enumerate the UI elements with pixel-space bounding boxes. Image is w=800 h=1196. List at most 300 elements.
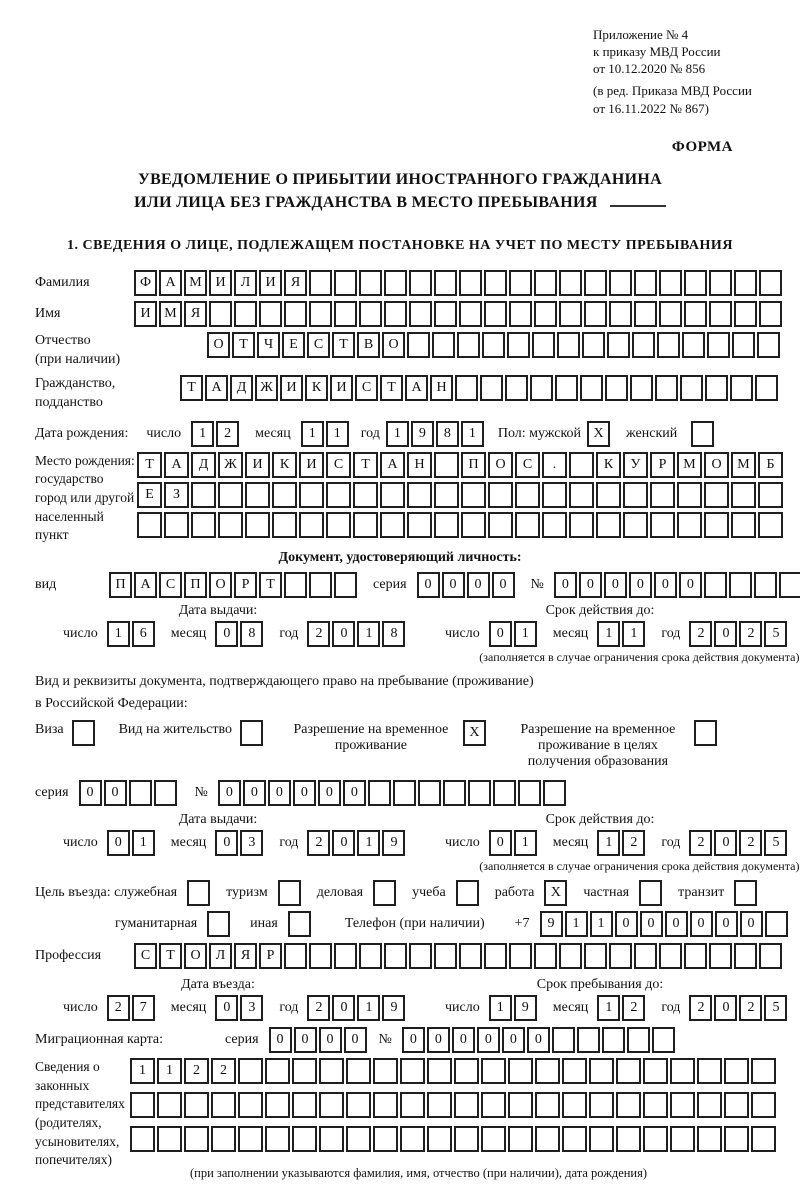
form-cell[interactable] <box>299 512 324 538</box>
form-cell[interactable] <box>459 301 482 327</box>
form-cell[interactable]: Н <box>430 375 453 401</box>
form-cell[interactable] <box>459 943 482 969</box>
form-cell[interactable]: И <box>134 301 157 327</box>
form-cell[interactable] <box>238 1058 263 1084</box>
form-cell[interactable]: 2 <box>739 995 762 1021</box>
form-cell[interactable] <box>616 1058 641 1084</box>
form-cell[interactable] <box>359 270 382 296</box>
form-cell[interactable]: 0 <box>554 572 577 598</box>
form-cell[interactable] <box>480 375 503 401</box>
form-cell[interactable] <box>346 1092 371 1118</box>
form-cell[interactable] <box>765 911 788 937</box>
form-cell[interactable] <box>759 270 782 296</box>
form-cell[interactable] <box>542 482 567 508</box>
form-cell[interactable]: Т <box>137 452 162 478</box>
form-cell[interactable]: 5 <box>764 830 787 856</box>
form-cell[interactable]: 0 <box>332 995 355 1021</box>
form-cell[interactable] <box>684 301 707 327</box>
form-cell[interactable] <box>468 780 491 806</box>
form-cell[interactable]: Л <box>234 270 257 296</box>
form-cell[interactable] <box>309 270 332 296</box>
form-cell[interactable]: 1 <box>132 830 155 856</box>
form-cell[interactable]: Р <box>650 452 675 478</box>
form-cell[interactable] <box>670 1126 695 1152</box>
form-cell[interactable] <box>346 1126 371 1152</box>
form-cell[interactable]: Б <box>758 452 783 478</box>
form-cell[interactable]: Я <box>184 301 207 327</box>
form-cell[interactable] <box>707 332 730 358</box>
form-cell[interactable] <box>659 943 682 969</box>
form-cell[interactable] <box>407 482 432 508</box>
form-cell[interactable]: С <box>307 332 330 358</box>
form-cell[interactable] <box>734 880 757 906</box>
form-cell[interactable] <box>697 1058 722 1084</box>
form-cell[interactable] <box>384 943 407 969</box>
form-cell[interactable]: 0 <box>492 572 515 598</box>
form-cell[interactable] <box>284 943 307 969</box>
form-cell[interactable] <box>684 943 707 969</box>
form-cell[interactable] <box>694 720 717 746</box>
form-cell[interactable] <box>481 1058 506 1084</box>
form-cell[interactable]: 2 <box>307 995 330 1021</box>
form-cell[interactable] <box>630 375 653 401</box>
form-cell[interactable] <box>616 1126 641 1152</box>
form-cell[interactable] <box>456 880 479 906</box>
form-cell[interactable]: З <box>164 482 189 508</box>
form-cell[interactable]: 1 <box>565 911 588 937</box>
form-cell[interactable] <box>373 1092 398 1118</box>
form-cell[interactable] <box>616 1092 641 1118</box>
form-cell[interactable] <box>407 512 432 538</box>
form-cell[interactable] <box>724 1092 749 1118</box>
form-cell[interactable] <box>759 943 782 969</box>
form-cell[interactable] <box>562 1126 587 1152</box>
form-cell[interactable] <box>234 301 257 327</box>
form-cell[interactable] <box>751 1058 776 1084</box>
form-cell[interactable]: С <box>159 572 182 598</box>
form-cell[interactable] <box>455 375 478 401</box>
form-cell[interactable]: Т <box>332 332 355 358</box>
form-cell[interactable]: 1 <box>514 621 537 647</box>
form-cell[interactable]: 1 <box>597 995 620 1021</box>
form-cell[interactable]: 0 <box>690 911 713 937</box>
form-cell[interactable] <box>755 375 778 401</box>
form-cell[interactable]: Е <box>282 332 305 358</box>
form-cell[interactable]: 0 <box>293 780 316 806</box>
form-cell[interactable]: 0 <box>318 780 341 806</box>
form-cell[interactable] <box>319 1058 344 1084</box>
form-cell[interactable] <box>515 512 540 538</box>
form-cell[interactable] <box>532 332 555 358</box>
form-cell[interactable]: 0 <box>344 1027 367 1053</box>
form-cell[interactable] <box>757 332 780 358</box>
form-cell[interactable] <box>779 572 800 598</box>
form-cell[interactable]: 0 <box>107 830 130 856</box>
form-cell[interactable]: 2 <box>739 830 762 856</box>
form-cell[interactable] <box>326 512 351 538</box>
form-cell[interactable] <box>704 572 727 598</box>
form-cell[interactable] <box>319 1092 344 1118</box>
form-cell[interactable] <box>454 1126 479 1152</box>
form-cell[interactable] <box>508 1058 533 1084</box>
form-cell[interactable] <box>157 1126 182 1152</box>
form-cell[interactable]: 0 <box>665 911 688 937</box>
form-cell[interactable] <box>482 332 505 358</box>
form-cell[interactable] <box>682 332 705 358</box>
form-cell[interactable]: А <box>205 375 228 401</box>
form-cell[interactable]: И <box>259 270 282 296</box>
form-cell[interactable] <box>505 375 528 401</box>
form-cell[interactable] <box>609 301 632 327</box>
form-cell[interactable] <box>534 270 557 296</box>
form-cell[interactable]: 1 <box>130 1058 155 1084</box>
form-cell[interactable]: 0 <box>489 621 512 647</box>
form-cell[interactable] <box>409 301 432 327</box>
form-cell[interactable] <box>602 1027 625 1053</box>
form-cell[interactable] <box>373 1126 398 1152</box>
form-cell[interactable]: 0 <box>319 1027 342 1053</box>
form-cell[interactable] <box>724 1058 749 1084</box>
form-cell[interactable] <box>659 270 682 296</box>
form-cell[interactable] <box>187 880 210 906</box>
form-cell[interactable]: 0 <box>215 621 238 647</box>
form-cell[interactable] <box>272 482 297 508</box>
form-cell[interactable]: Ф <box>134 270 157 296</box>
form-cell[interactable]: Л <box>209 943 232 969</box>
form-cell[interactable]: 9 <box>382 830 405 856</box>
form-cell[interactable]: 0 <box>715 911 738 937</box>
form-cell[interactable] <box>534 943 557 969</box>
form-cell[interactable] <box>272 512 297 538</box>
form-cell[interactable] <box>535 1058 560 1084</box>
form-cell[interactable] <box>734 301 757 327</box>
form-cell[interactable]: 0 <box>332 621 355 647</box>
form-cell[interactable]: 8 <box>240 621 263 647</box>
form-cell[interactable]: Т <box>232 332 255 358</box>
form-cell[interactable]: И <box>330 375 353 401</box>
form-cell[interactable] <box>184 1126 209 1152</box>
form-cell[interactable] <box>334 572 357 598</box>
form-cell[interactable]: 1 <box>357 995 380 1021</box>
form-cell[interactable] <box>288 911 311 937</box>
form-cell[interactable]: Ж <box>218 452 243 478</box>
form-cell[interactable] <box>670 1058 695 1084</box>
form-cell[interactable]: 1 <box>157 1058 182 1084</box>
form-cell[interactable] <box>218 512 243 538</box>
form-cell[interactable] <box>454 1092 479 1118</box>
form-cell[interactable]: 1 <box>461 421 484 447</box>
form-cell[interactable]: Д <box>230 375 253 401</box>
form-cell[interactable]: 0 <box>604 572 627 598</box>
form-cell[interactable] <box>535 1092 560 1118</box>
form-cell[interactable] <box>418 780 441 806</box>
form-cell[interactable] <box>373 880 396 906</box>
form-cell[interactable]: 0 <box>527 1027 550 1053</box>
form-cell[interactable] <box>607 332 630 358</box>
form-cell[interactable] <box>211 1092 236 1118</box>
form-cell[interactable]: М <box>184 270 207 296</box>
form-cell[interactable]: Т <box>380 375 403 401</box>
form-cell[interactable] <box>434 482 459 508</box>
form-cell[interactable] <box>643 1092 668 1118</box>
form-cell[interactable]: К <box>596 452 621 478</box>
form-cell[interactable] <box>240 720 263 746</box>
form-cell[interactable] <box>650 512 675 538</box>
form-cell[interactable] <box>562 1058 587 1084</box>
form-cell[interactable] <box>481 1126 506 1152</box>
form-cell[interactable] <box>245 512 270 538</box>
form-cell[interactable] <box>759 301 782 327</box>
form-cell[interactable] <box>584 943 607 969</box>
form-cell[interactable] <box>509 301 532 327</box>
form-cell[interactable] <box>493 780 516 806</box>
form-cell[interactable] <box>508 1126 533 1152</box>
form-cell[interactable] <box>754 572 777 598</box>
form-cell[interactable] <box>484 270 507 296</box>
form-cell[interactable] <box>589 1126 614 1152</box>
form-cell[interactable] <box>704 512 729 538</box>
form-cell[interactable] <box>284 301 307 327</box>
form-cell[interactable] <box>409 270 432 296</box>
form-cell[interactable] <box>657 332 680 358</box>
form-cell[interactable] <box>680 375 703 401</box>
form-cell[interactable] <box>734 270 757 296</box>
form-cell[interactable] <box>481 1092 506 1118</box>
form-cell[interactable] <box>542 512 567 538</box>
form-cell[interactable]: X <box>587 421 610 447</box>
form-cell[interactable]: О <box>488 452 513 478</box>
form-cell[interactable]: 0 <box>502 1027 525 1053</box>
form-cell[interactable] <box>724 1126 749 1152</box>
form-cell[interactable]: 0 <box>467 572 490 598</box>
form-cell[interactable]: Д <box>191 452 216 478</box>
form-cell[interactable] <box>697 1092 722 1118</box>
form-cell[interactable] <box>309 572 332 598</box>
form-cell[interactable] <box>309 301 332 327</box>
form-cell[interactable]: 0 <box>442 572 465 598</box>
form-cell[interactable] <box>758 482 783 508</box>
form-cell[interactable]: 0 <box>215 830 238 856</box>
form-cell[interactable]: Я <box>284 270 307 296</box>
form-cell[interactable] <box>393 780 416 806</box>
form-cell[interactable]: 9 <box>540 911 563 937</box>
form-cell[interactable] <box>265 1058 290 1084</box>
form-cell[interactable]: 0 <box>243 780 266 806</box>
form-cell[interactable]: 0 <box>104 780 127 806</box>
form-cell[interactable] <box>543 780 566 806</box>
form-cell[interactable]: 0 <box>294 1027 317 1053</box>
form-cell[interactable] <box>265 1126 290 1152</box>
form-cell[interactable] <box>507 332 530 358</box>
form-cell[interactable] <box>596 482 621 508</box>
form-cell[interactable]: 0 <box>332 830 355 856</box>
form-cell[interactable] <box>434 512 459 538</box>
form-cell[interactable] <box>729 572 752 598</box>
form-cell[interactable]: 0 <box>654 572 677 598</box>
form-cell[interactable] <box>238 1126 263 1152</box>
form-cell[interactable] <box>434 452 459 478</box>
form-cell[interactable] <box>130 1126 155 1152</box>
form-cell[interactable] <box>184 1092 209 1118</box>
form-cell[interactable] <box>207 911 230 937</box>
form-cell[interactable] <box>596 512 621 538</box>
form-cell[interactable] <box>751 1126 776 1152</box>
form-cell[interactable]: М <box>159 301 182 327</box>
form-cell[interactable] <box>309 943 332 969</box>
form-cell[interactable]: В <box>357 332 380 358</box>
form-cell[interactable] <box>508 1092 533 1118</box>
form-cell[interactable]: И <box>299 452 324 478</box>
form-cell[interactable] <box>677 482 702 508</box>
form-cell[interactable] <box>705 375 728 401</box>
form-cell[interactable]: У <box>623 452 648 478</box>
form-cell[interactable] <box>191 512 216 538</box>
form-cell[interactable]: И <box>245 452 270 478</box>
form-cell[interactable]: С <box>326 452 351 478</box>
form-cell[interactable] <box>368 780 391 806</box>
form-cell[interactable]: А <box>164 452 189 478</box>
form-cell[interactable]: 2 <box>689 621 712 647</box>
form-cell[interactable]: 2 <box>307 830 330 856</box>
form-cell[interactable]: 1 <box>326 421 349 447</box>
form-cell[interactable] <box>443 780 466 806</box>
form-cell[interactable] <box>534 301 557 327</box>
form-cell[interactable] <box>552 1027 575 1053</box>
form-cell[interactable] <box>434 943 457 969</box>
form-cell[interactable] <box>584 301 607 327</box>
form-cell[interactable] <box>609 943 632 969</box>
form-cell[interactable] <box>434 270 457 296</box>
form-cell[interactable] <box>751 1092 776 1118</box>
form-cell[interactable]: Р <box>259 943 282 969</box>
form-cell[interactable]: 0 <box>427 1027 450 1053</box>
form-cell[interactable]: 3 <box>240 830 263 856</box>
form-cell[interactable]: Е <box>137 482 162 508</box>
form-cell[interactable]: 2 <box>211 1058 236 1084</box>
form-cell[interactable]: Н <box>407 452 432 478</box>
form-cell[interactable] <box>623 482 648 508</box>
form-cell[interactable] <box>454 1058 479 1084</box>
form-cell[interactable] <box>278 880 301 906</box>
form-cell[interactable] <box>72 720 95 746</box>
form-cell[interactable] <box>334 301 357 327</box>
form-cell[interactable] <box>209 301 232 327</box>
form-cell[interactable]: 1 <box>107 621 130 647</box>
form-cell[interactable] <box>634 301 657 327</box>
form-cell[interactable] <box>384 270 407 296</box>
form-cell[interactable]: 0 <box>268 780 291 806</box>
form-cell[interactable] <box>459 270 482 296</box>
form-cell[interactable] <box>265 1092 290 1118</box>
form-cell[interactable] <box>292 1126 317 1152</box>
form-cell[interactable] <box>400 1092 425 1118</box>
form-cell[interactable] <box>670 1092 695 1118</box>
form-cell[interactable] <box>129 780 152 806</box>
form-cell[interactable] <box>730 375 753 401</box>
form-cell[interactable]: К <box>305 375 328 401</box>
form-cell[interactable]: 7 <box>132 995 155 1021</box>
form-cell[interactable]: 2 <box>689 830 712 856</box>
form-cell[interactable]: 0 <box>79 780 102 806</box>
form-cell[interactable] <box>157 1092 182 1118</box>
form-cell[interactable]: 2 <box>307 621 330 647</box>
form-cell[interactable] <box>518 780 541 806</box>
form-cell[interactable] <box>652 1027 675 1053</box>
form-cell[interactable]: 0 <box>740 911 763 937</box>
form-cell[interactable] <box>709 943 732 969</box>
form-cell[interactable]: 9 <box>514 995 537 1021</box>
form-cell[interactable]: 1 <box>590 911 613 937</box>
form-cell[interactable] <box>589 1092 614 1118</box>
form-cell[interactable] <box>292 1058 317 1084</box>
form-cell[interactable]: 0 <box>679 572 702 598</box>
form-cell[interactable]: 2 <box>107 995 130 1021</box>
form-cell[interactable]: А <box>134 572 157 598</box>
form-cell[interactable]: 1 <box>489 995 512 1021</box>
form-cell[interactable]: 0 <box>452 1027 475 1053</box>
form-cell[interactable]: 0 <box>714 830 737 856</box>
form-cell[interactable]: 0 <box>477 1027 500 1053</box>
form-cell[interactable] <box>488 482 513 508</box>
form-cell[interactable]: Ч <box>257 332 280 358</box>
form-cell[interactable]: О <box>382 332 405 358</box>
form-cell[interactable]: 9 <box>411 421 434 447</box>
form-cell[interactable] <box>677 512 702 538</box>
form-cell[interactable]: 0 <box>417 572 440 598</box>
form-cell[interactable] <box>409 943 432 969</box>
form-cell[interactable]: 0 <box>343 780 366 806</box>
form-cell[interactable]: А <box>380 452 405 478</box>
form-cell[interactable]: П <box>184 572 207 598</box>
form-cell[interactable] <box>709 301 732 327</box>
form-cell[interactable]: 1 <box>597 830 620 856</box>
form-cell[interactable] <box>577 1027 600 1053</box>
form-cell[interactable] <box>427 1092 452 1118</box>
form-cell[interactable]: К <box>272 452 297 478</box>
form-cell[interactable] <box>704 482 729 508</box>
form-cell[interactable]: 1 <box>597 621 620 647</box>
form-cell[interactable]: 0 <box>489 830 512 856</box>
form-cell[interactable]: 2 <box>739 621 762 647</box>
form-cell[interactable] <box>164 512 189 538</box>
form-cell[interactable] <box>434 301 457 327</box>
form-cell[interactable] <box>535 1126 560 1152</box>
form-cell[interactable] <box>655 375 678 401</box>
form-cell[interactable]: 2 <box>689 995 712 1021</box>
form-cell[interactable] <box>130 1092 155 1118</box>
form-cell[interactable]: И <box>209 270 232 296</box>
form-cell[interactable] <box>238 1092 263 1118</box>
form-cell[interactable]: С <box>515 452 540 478</box>
form-cell[interactable] <box>643 1058 668 1084</box>
form-cell[interactable] <box>732 332 755 358</box>
form-cell[interactable] <box>334 270 357 296</box>
form-cell[interactable] <box>530 375 553 401</box>
form-cell[interactable]: 6 <box>132 621 155 647</box>
form-cell[interactable] <box>137 512 162 538</box>
form-cell[interactable]: М <box>677 452 702 478</box>
form-cell[interactable] <box>559 943 582 969</box>
form-cell[interactable]: И <box>280 375 303 401</box>
form-cell[interactable] <box>292 1092 317 1118</box>
form-cell[interactable] <box>373 1058 398 1084</box>
form-cell[interactable] <box>569 512 594 538</box>
form-cell[interactable] <box>584 270 607 296</box>
form-cell[interactable] <box>346 1058 371 1084</box>
form-cell[interactable] <box>634 943 657 969</box>
form-cell[interactable] <box>605 375 628 401</box>
form-cell[interactable] <box>245 482 270 508</box>
